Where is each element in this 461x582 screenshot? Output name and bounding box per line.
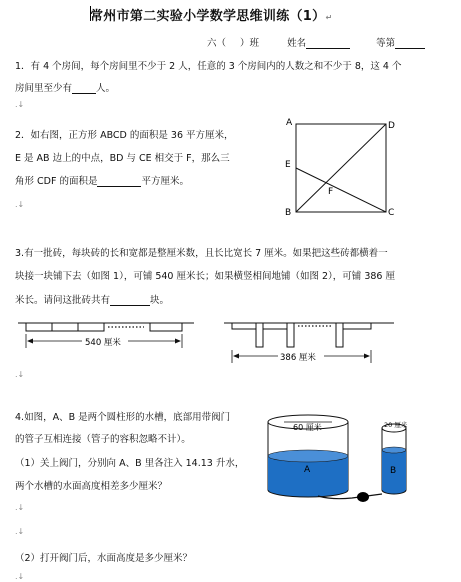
label-b: B bbox=[285, 208, 292, 218]
header-line bbox=[207, 35, 425, 49]
q1-answer-blank bbox=[72, 82, 96, 94]
q1-text-a: 房间里至少有 bbox=[15, 83, 73, 94]
paragraph-mark: .↓ bbox=[15, 572, 25, 581]
valve-icon bbox=[357, 492, 369, 502]
q4-line2: 的管子互相连接（管子的容积忽略不计）。 bbox=[15, 434, 191, 445]
q3-answer-blank bbox=[110, 294, 150, 306]
brick-figure-2 bbox=[222, 316, 397, 368]
paragraph-mark: .↓ bbox=[15, 100, 25, 109]
class-prefix: 六（ bbox=[207, 38, 227, 49]
name-label: 姓名 bbox=[287, 38, 307, 49]
q2-line3 bbox=[15, 173, 189, 187]
tank-figure bbox=[262, 410, 420, 510]
rank-label: 等第 bbox=[376, 38, 396, 49]
q1-text-b: 人。 bbox=[96, 83, 116, 94]
q1-line2 bbox=[15, 80, 115, 94]
class-suffix: ）班 bbox=[240, 38, 260, 49]
name-blank bbox=[306, 37, 350, 49]
q4-sub1-line1: （1）关上阀门，分别向 A、B 里各注入 14.13 升水， bbox=[15, 458, 245, 469]
paragraph-mark: .↓ bbox=[15, 527, 25, 536]
q3-line3 bbox=[15, 292, 169, 306]
paragraph-mark: .↓ bbox=[15, 503, 25, 512]
q2-line1: 2．如右图，正方形 ABCD 的面积是 36 平方厘米， bbox=[15, 130, 234, 141]
q2-line2: E 是 AB 边上的中点，BD 与 CE 相交于 F，那么三 bbox=[15, 153, 230, 164]
title-text: 常州市第二实验小学数学思维训练（1） bbox=[90, 9, 326, 24]
fig1-length-label: 540 厘米 bbox=[85, 338, 121, 348]
q4-sub2: （2）打开阀门后，水面高度是多少厘米？ bbox=[15, 553, 193, 564]
diagonal-bd bbox=[296, 124, 386, 212]
rank-blank bbox=[395, 37, 425, 49]
tank-b-label: B bbox=[390, 466, 397, 476]
q4-sub1-line2: 两个水槽的水面高度相差多少厘米？ bbox=[15, 481, 168, 492]
tank-a-width-label: 60 厘米 bbox=[293, 423, 322, 432]
paragraph-mark: .↓ bbox=[15, 200, 25, 209]
q2-text-b: 平方厘米。 bbox=[141, 176, 189, 187]
paragraph-mark: .↓ bbox=[15, 370, 25, 379]
label-f: F bbox=[328, 187, 334, 197]
q3-text-b: 块。 bbox=[150, 295, 170, 306]
tank-b-width-label: 20 厘米 bbox=[384, 421, 408, 429]
brick-figure-1 bbox=[14, 316, 199, 358]
q1-line1: 1．有 4 个房间，每个房间里不少于 2 人，任意的 3 个房间内的人数之和不少于 8，这 4 个 bbox=[15, 61, 402, 72]
q4-line1: 4.如图，A、B 是两个圆柱形的水槽，底部用带阀门 bbox=[15, 412, 231, 423]
fig2-length-label: 386 厘米 bbox=[280, 353, 316, 363]
label-c: C bbox=[388, 208, 395, 218]
tank-a-label: A bbox=[304, 465, 311, 475]
q3-line2: 块接一块铺下去（如图 1），可铺 540 厘米长；如果横竖相间地铺（如图 2），可铺 386 厘 bbox=[15, 271, 395, 282]
page-title bbox=[90, 5, 332, 24]
q3-line1: 3.有一批砖，每块砖的长和宽都是整厘米数，且长比宽长 7 厘米。如果把这些砖都横着一 bbox=[15, 248, 388, 259]
return-mark: ↵ bbox=[325, 13, 333, 22]
segment-ce bbox=[296, 168, 386, 212]
square-figure bbox=[282, 114, 407, 219]
q3-text-a: 米长。请问这批砖共有 bbox=[15, 295, 111, 306]
label-a: A bbox=[286, 118, 293, 128]
q2-answer-blank bbox=[97, 175, 141, 187]
q2-text-a: 角形 CDF 的面积是 bbox=[15, 176, 98, 187]
label-e: E bbox=[285, 160, 291, 170]
label-d: D bbox=[388, 121, 395, 131]
